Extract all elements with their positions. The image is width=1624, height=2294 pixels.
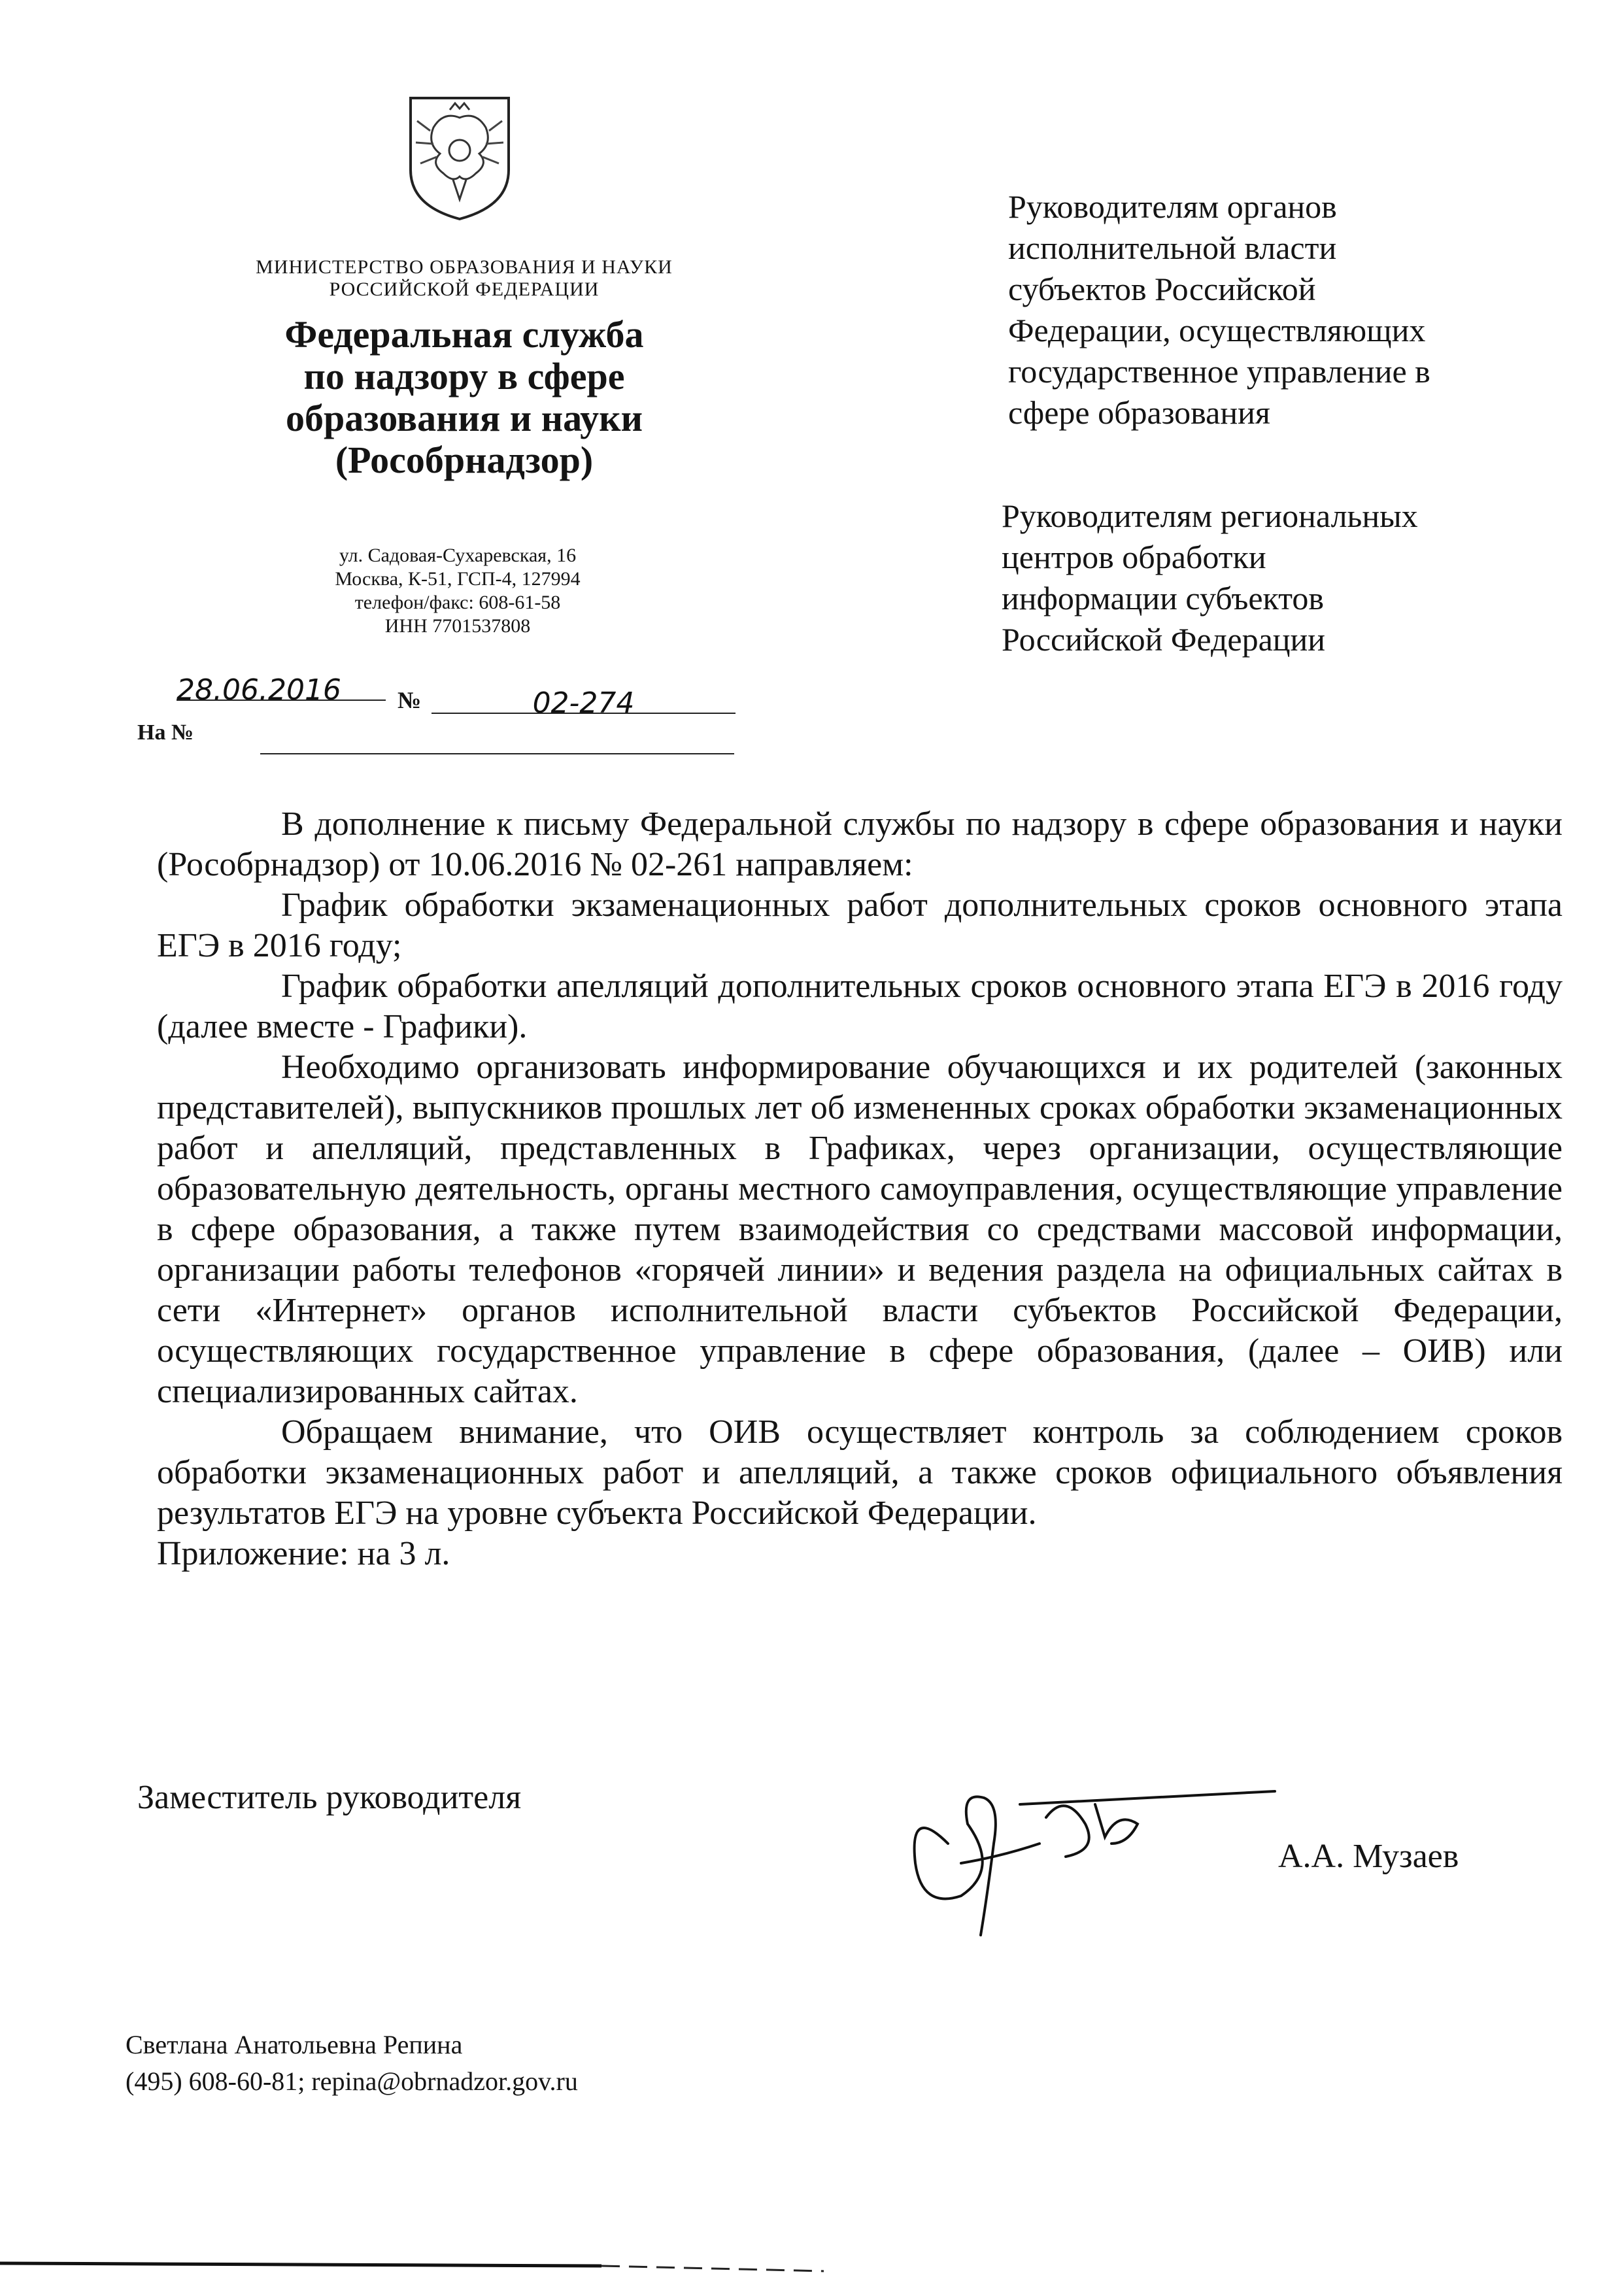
- address-line-4: ИНН 7701537808: [384, 615, 531, 637]
- addressee-group-1: [1008, 186, 1564, 433]
- handwritten-signature: [870, 1765, 1288, 1961]
- service-line-2: по надзору в сфере: [303, 355, 625, 397]
- coat-of-arms-icon: [404, 92, 515, 222]
- body-paragraph-1: В дополнение к письму Федеральной службы по надзору в сфере образования и науки (Рособрнадзор) от 10.06.2016 № 02-261 направляем:: [157, 805, 1563, 883]
- service-line-1: Федеральная служба: [284, 313, 644, 356]
- addressee-line: Российской Федерации: [1002, 621, 1326, 658]
- service-name: [235, 314, 693, 481]
- body-paragraph-2: График обработки экзаменационных работ дополнительных сроков основного этапа ЕГЭ в 2016 году;: [157, 886, 1563, 964]
- sender-address: [262, 544, 654, 638]
- addressee-line: сфере образования: [1008, 394, 1270, 431]
- body-paragraph-3: График обработки апелляций дополнительных сроков основного этапа ЕГЭ в 2016 году (далее вместе - Графики).: [157, 968, 1563, 1045]
- body-paragraph-5: Обращаем внимание, что ОИВ осуществляет контроль за соблюдением сроков обработки экзаменационных работ и апелляций, а также сроков официального объявления результатов ЕГЭ на уровне субъекта Российской Федерации.: [157, 1413, 1563, 1532]
- letter-body: [157, 804, 1563, 1574]
- address-line-1: ул. Садовая-Сухаревская, 16: [339, 545, 577, 566]
- addressee-line: Руководителям региональных: [1002, 498, 1418, 534]
- executor-name: Светлана Анатольевна Репина: [126, 2030, 463, 2059]
- addressee-line: субъектов Российской: [1008, 271, 1316, 307]
- executor-info: [126, 2027, 578, 2100]
- addressee-line: государственное управление в: [1008, 353, 1430, 390]
- body-paragraph-4: Необходимо организовать информирование обучающихся и их родителей (законных представителей), выпускников прошлых лет об измененных сроках обработки экзаменационных работ и апелляций, представленных в Графиках, через организации, осуществляющие образовательную деятельность, органы местного самоуправления, осуществляющие управление в сфере образования, а также путем взаимодействия со средствами массовой информации, организации работы телефонов «горячей линии» и ведения раздела на официальных сайтах в сети «Интернет» органов исполнительной власти субъектов Российской Федерации, осуществляющих государственное управление в сфере образования, (далее – ОИВ) или специализированных сайтах.: [157, 1049, 1563, 1410]
- addressee-line: Руководителям органов: [1008, 188, 1337, 225]
- document-number: 02-274: [431, 686, 736, 714]
- attachment-note: Приложение: на 3 л.: [157, 1535, 450, 1572]
- service-line-4: (Рособрнадзор): [335, 439, 594, 481]
- service-line-3: образования и науки: [285, 397, 643, 439]
- document-date: 28.06.2016: [177, 673, 386, 701]
- ministry-name: [216, 256, 713, 301]
- reference-label: На №: [137, 720, 194, 745]
- addressee-line: исполнительной власти: [1008, 229, 1337, 266]
- signatory-name: А.А. Музаев: [1278, 1838, 1459, 1875]
- number-sign: №: [398, 687, 422, 713]
- bottom-divider: [0, 2249, 824, 2288]
- address-line-3: телефон/факс: 608-61-58: [354, 592, 561, 613]
- executor-contact: (495) 608-60-81; repina@obrnadzor.gov.ru: [126, 2066, 578, 2096]
- address-line-2: Москва, К-51, ГСП-4, 127994: [335, 568, 581, 590]
- ministry-line-1: МИНИСТЕРСТВО ОБРАЗОВАНИЯ И НАУКИ: [256, 256, 673, 278]
- addressee-line: информации субъектов: [1002, 580, 1324, 616]
- ministry-line-2: РОССИЙСКОЙ ФЕДЕРАЦИИ: [329, 278, 600, 300]
- reference-line: [260, 727, 734, 754]
- addressee-line: центров обработки: [1002, 539, 1266, 575]
- addressee-group-2: [1002, 496, 1557, 660]
- addressee-line: Федерации, осуществляющих: [1008, 312, 1426, 348]
- signatory-title: Заместитель руководителя: [137, 1779, 522, 1816]
